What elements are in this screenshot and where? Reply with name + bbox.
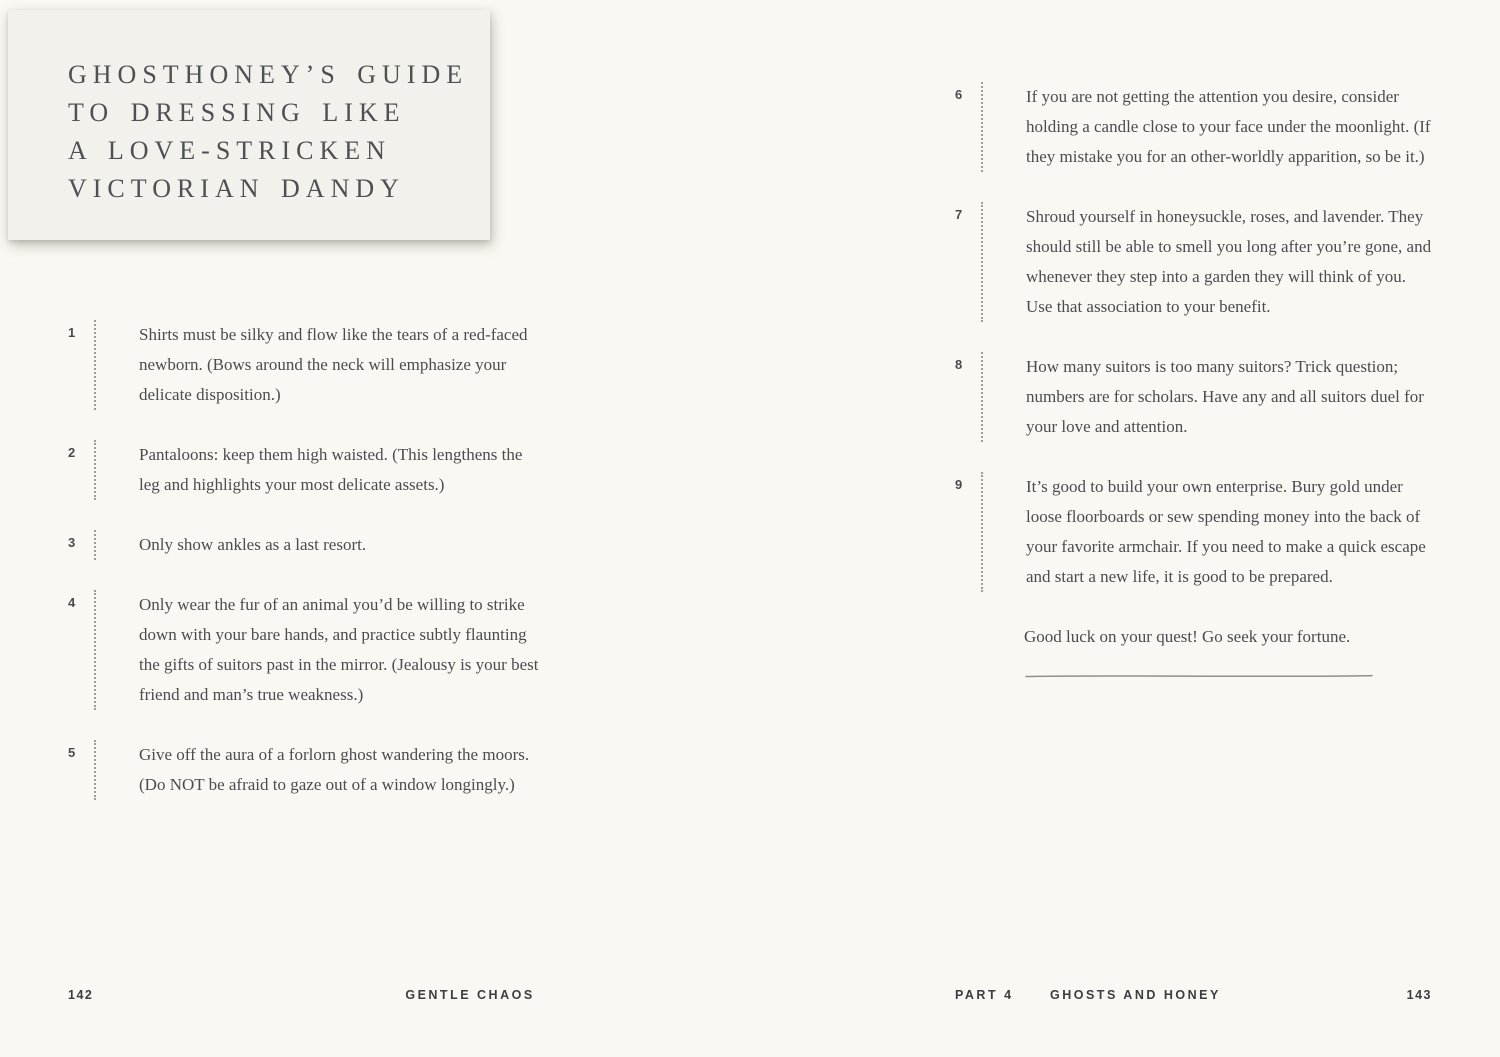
list-item-number: 4 (68, 595, 76, 610)
page-number-left: 142 (68, 988, 94, 1002)
dotted-rule (94, 440, 96, 500)
dotted-rule (94, 320, 96, 410)
list-item (955, 82, 1435, 172)
list-item-number: 7 (955, 207, 963, 222)
list-item-text: Only wear the fur of an animal you’d be willing to strike down with your bare hands, and practice subtly flaunting the gifts of suitors past in the mirror. (Jealousy is your best friend and man’s true weakness.) (139, 595, 539, 704)
dotted-rule (94, 740, 96, 800)
list-item-number: 2 (68, 445, 76, 460)
dotted-rule (981, 202, 983, 322)
list-item (68, 320, 548, 410)
list-item-number: 3 (68, 535, 76, 550)
list-item-text: How many suitors is too many suitors? Trick question; numbers are for scholars. Have any and all suitors duel for your love and attention. (1026, 357, 1424, 436)
chapter-title-line: TO DRESSING LIKE (68, 98, 406, 127)
chapter-title-line: A LOVE-STRICKEN (68, 136, 391, 165)
hand-drawn-underline (1024, 666, 1374, 672)
list-item (955, 472, 1435, 592)
chapter-title-line: VICTORIAN DANDY (68, 174, 405, 203)
list-item-text: Only show ankles as a last resort. (139, 535, 367, 554)
chapter-title-line: GHOSTHONEY’S GUIDE (68, 60, 469, 89)
list-left-page (68, 320, 548, 830)
list-item-text: It’s good to build your own enterprise. Bury gold under loose floorboards or sew spending money into the back of your favorite armchair. If you need to make a quick escape and start a new life, it is good to be prepared. (1026, 477, 1426, 586)
page-number-right: 143 (1406, 988, 1432, 1002)
list-item-number: 5 (68, 745, 76, 760)
list-item-number: 1 (68, 325, 76, 340)
list-item (955, 352, 1435, 442)
dotted-rule (981, 352, 983, 442)
running-footer-book-title: GENTLE CHAOS (405, 988, 535, 1002)
part-label: PART 4 (955, 988, 1014, 1002)
list-item-number: 8 (955, 357, 963, 372)
list-item-text: Shroud yourself in honeysuckle, roses, and lavender. They should still be able to smell you long after you’re gone, and whenever they step into a garden they will think of you. Use that association to your benefit. (1026, 207, 1432, 316)
list-item (68, 440, 548, 500)
list-item-text: Pantaloons: keep them high waisted. (This lengthens the leg and highlights your most delicate assets.) (139, 445, 523, 494)
dotted-rule (94, 590, 96, 710)
list-item (68, 590, 548, 710)
list-item (955, 202, 1435, 322)
dotted-rule (981, 82, 983, 172)
list-item (68, 530, 548, 560)
list-item-text: Shirts must be silky and flow like the tears of a red-faced newborn. (Bows around the neck will emphasize your delicate disposition.) (139, 325, 528, 404)
dotted-rule (981, 472, 983, 592)
section-label: GHOSTS AND HONEY (1050, 988, 1221, 1002)
dotted-rule (94, 530, 96, 560)
list-item-number: 9 (955, 477, 963, 492)
list-right-page (955, 82, 1435, 672)
list-item (68, 740, 548, 800)
closing-line: Good luck on your quest! Go seek your fortune. (1024, 627, 1351, 646)
chapter-title-card (8, 10, 490, 240)
list-item-text: Give off the aura of a forlorn ghost wandering the moors. (Do NOT be afraid to gaze out of a window longingly.) (139, 745, 530, 794)
list-item-text: If you are not getting the attention you desire, consider holding a candle close to your face under the moonlight. (If they mistake you for an other-worldly apparition, so be it.) (1026, 87, 1431, 166)
list-item-number: 6 (955, 87, 963, 102)
